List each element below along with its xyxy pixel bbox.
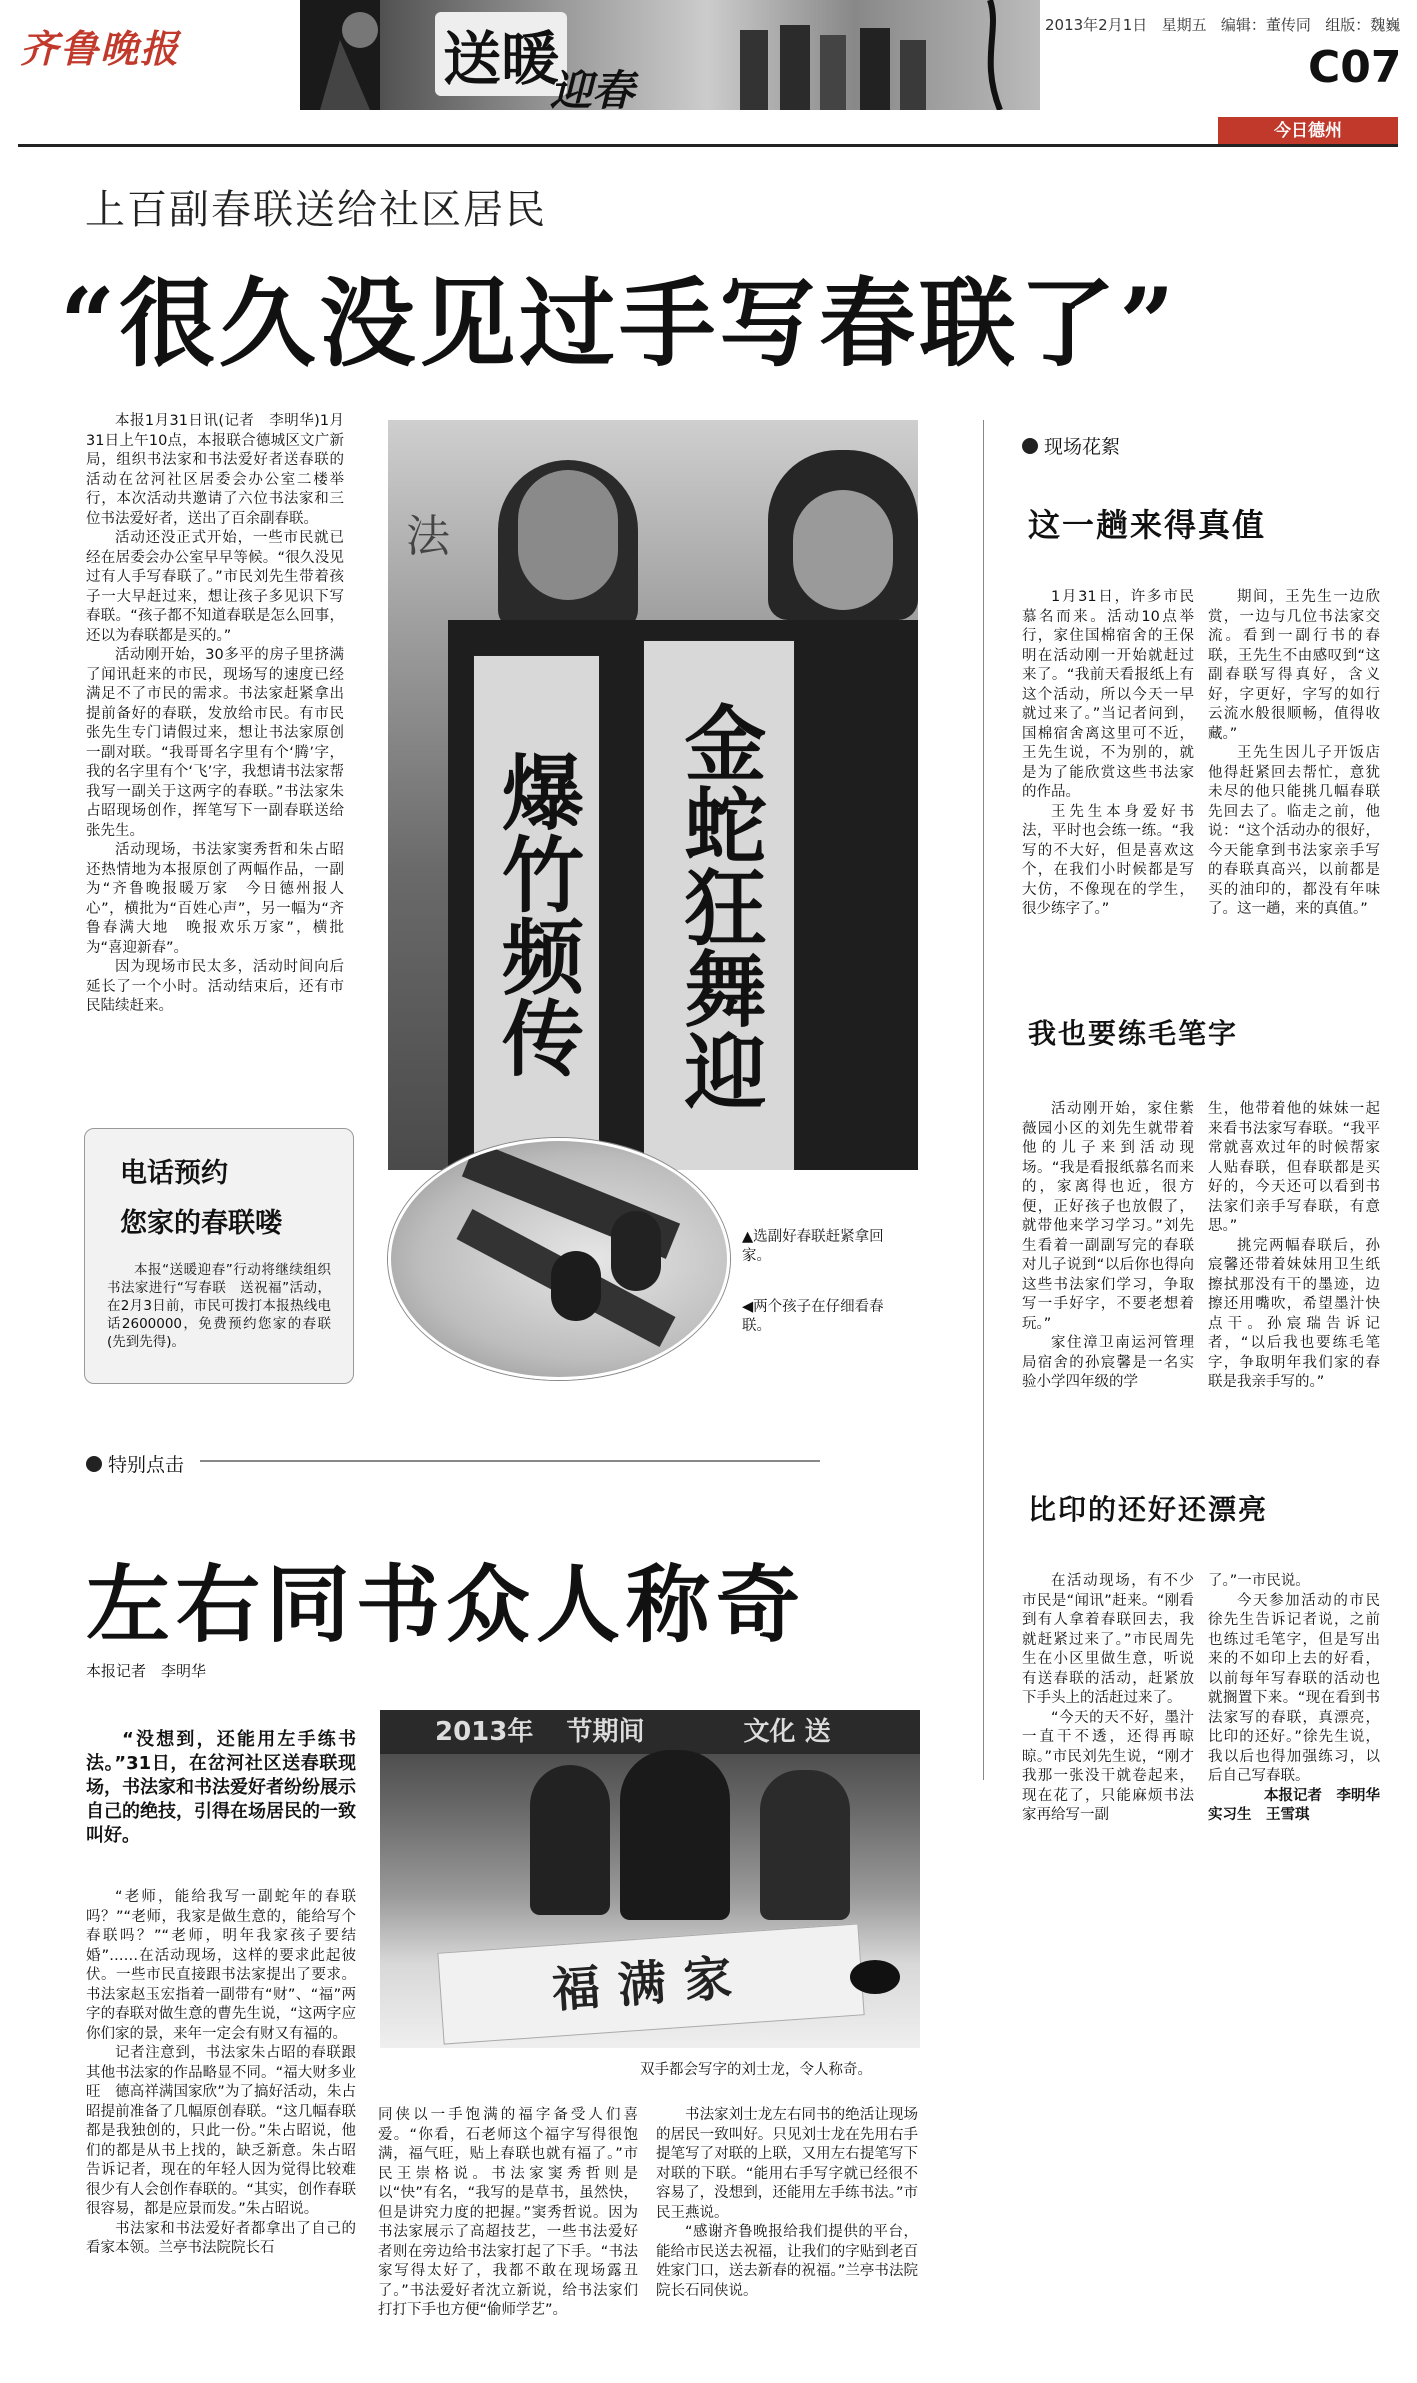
feature-photo (380, 1710, 920, 2048)
feature-paragraph: “感谢齐鲁晚报给我们提供的平台，能给市民送去祝福，让我们的字贴到老百姓家门口，送去新春的祝福。”兰亭书法院院长石同侠说。 (656, 2224, 918, 2299)
photo2-banner-left: 2013年 (435, 1717, 534, 1747)
couplet-right-text: 金蛇狂舞迎 (671, 701, 767, 1111)
couplet-left-text: 爆竹频传 (488, 749, 585, 1078)
s1-paragraph: 王先生本身爱好书法，平时也会练一练。“我写的不大好，但是喜欢这个，在我们小时候都是写大仿，不像现在的学生，很少练字了。” (1022, 803, 1194, 917)
person-left-face (518, 470, 618, 600)
photo2-banner (380, 1710, 920, 1754)
photo2-person-3 (760, 1770, 850, 1920)
sidebar-s2-col2 (1208, 1100, 1380, 1393)
photo2-person-1 (530, 1765, 610, 1915)
section-tab: 今日德州 (1218, 117, 1398, 145)
layout-credit: 组版：魏巍 (1325, 16, 1401, 34)
banner-main-title: 送暖 (435, 12, 567, 96)
feature-lede: “没想到，还能用左手练书法。”31日，在岔河社区送春联现场，书法家和书法爱好者纷纷展示自己的绝技，引得在场居民的一致叫好。 (86, 1729, 356, 1846)
sidebar-kicker-text: 现场花絮 (1044, 436, 1121, 458)
photo2-banner-right: 文化 送 (743, 1717, 831, 1747)
s3-paragraph: 在活动现场，有不少市民是“闻讯”赶来。“刚看到有人拿着春联回去，我就赶紧过来了。”市民周先生在小区里做生意，听说有送春联的活动，赶紧放下手头上的活赶过来了。 (1022, 1573, 1194, 1706)
sidebar-s3-title: 比印的还好还漂亮 (1028, 1493, 1269, 1526)
editor-credit: 编辑：董传同 (1220, 16, 1311, 34)
inset-child-2 (551, 1251, 601, 1321)
sidebar-s3-col2 (1208, 1572, 1380, 1826)
banner-illustration (300, 0, 1040, 110)
banner-art-icon (300, 0, 1040, 110)
sidebar-s2-col1 (1022, 1100, 1194, 1393)
issue-weekday: 星期五 (1161, 16, 1207, 34)
person-right-face (793, 490, 893, 610)
callout-body (107, 1261, 331, 1351)
sidebar-s1-col1 (1022, 588, 1194, 920)
s3-paragraph: 了。”一市民说。 (1208, 1573, 1310, 1589)
sidebar-s2-title: 我也要练毛笔字 (1028, 1017, 1239, 1050)
s1-paragraph: 王先生因儿子开饭店他得赶紧回去帮忙，意犹未尽的他只能挑几幅春联先回去了。临走之前，他说：“这个活动办的很好，今天能拿到书法家亲手写的春联真高兴，以前都是买的油印的，都没有年味了。这一趟，来的真值。” (1208, 745, 1380, 917)
caption-pick-couplet: ▲选副好春联赶紧拿回家。 (742, 1229, 884, 1264)
photo2-ink-plate (850, 1960, 900, 1994)
s3-byline2: 实习生 王雪琪 (1208, 1807, 1310, 1823)
s3-paragraph: “今天的天不好，墨汁一直干不透，还得再晾晾。”市民刘先生说，“刚才我那一张没干就卷起来，现在花了，只能麻烦书法家再给写一副 (1022, 1709, 1194, 1823)
issue-date: 2013年2月1日 (1045, 16, 1148, 34)
masthead (0, 0, 1417, 141)
feature-headline: 左右同书众人称奇 (86, 1555, 807, 1654)
s2-paragraph: 家住漳卫南运河管理局宿舍的孙宸馨是一名实验小学四年级的学 (1022, 1335, 1194, 1390)
lead-paragraph: 活动刚开始，30多平的房子里挤满了闻讯赶来的市民，现场写的速度已经满足不了市民的需求。书法家赶紧拿出提前备好的春联，发放给市民。有市民张先生专门请假过来，想让书法家原创一副对联。“我哥哥名字里有个‘腾’字，我的名字里有个‘飞’字，我想请书法家帮我写一副关于这两字的春联。”书法家朱占昭现场创作，挥笔写下一副春联送给张先生。 (86, 647, 344, 839)
s2-paragraph: 挑完两幅春联后，孙宸馨还带着妹妹用卫生纸擦拭那没有干的墨迹，边擦还用嘴吹，希望墨汁快点干。孙宸瑞告诉记者，“以后我也要练毛笔字，争取明年我们家的春联是我亲手写的。” (1208, 1237, 1380, 1390)
lead-overline: 上百副春联送给社区居民 (85, 187, 547, 233)
callout-line2: 您家的春联喽 (120, 1208, 282, 1239)
feature-kicker (86, 1450, 184, 1477)
couplet-left (473, 655, 600, 1170)
sidebar-divider (983, 420, 984, 1780)
feature-col3 (656, 2106, 918, 2301)
s1-paragraph: 期间，王先生一边欣赏，一边与几位书法家交流。看到一副行书的春联，王先生不由感叹到“这副春联写得真好，含义好，字更好，字写的如行云流水般很顺畅，值得收藏。” (1208, 589, 1380, 742)
photo2-couplet-text: 福满家 (550, 1949, 752, 2019)
s3-byline1: 本报记者 李明华 (1264, 1787, 1380, 1804)
callout-body-text: 本报“送暖迎春”行动将继续组织书法家进行“写春联 送祝福”活动，在2月3日前，市民可拨打本报热线电话2600000，免费预约您家的春联(先到先得)。 (107, 1262, 331, 1350)
lead-paragraph: 本报1月31日讯(记者 李明华)1月31日上午10点，本报联合德城区文广新局，组织书法家和书法爱好者送春联的活动在岔河社区居委会办公室二楼举行，本次活动共邀请了六位书法家和三位书法爱好者，送出了百余副春联。 (86, 413, 344, 527)
feature-col2 (378, 2106, 638, 2321)
callout-box (84, 1128, 354, 1384)
feature-paragraph: 书法家刘士龙左右同书的绝活让现场的居民一致叫好。只见刘士龙在先用右手提笔写了对联的上联，又用左右提笔写下对联的下联。“能用右手写字就已经很不容易了，没想到，还能用左手练书法。”市民王燕说。 (656, 2107, 918, 2221)
couplet-right (643, 640, 795, 1170)
wall-calligraphy: 法 (406, 511, 450, 562)
feature-paragraph: “老师，能给我写一副蛇年的春联吗？”“老师，我家是做生意的，能给写个春联吗？”“老师，明年我家孩子要结婚”……在活动现场，这样的要求此起彼伏。一些市民直接跟书法家提出了要求。书法家赵玉宏指着一副带有“财”、“福”两字的春联对做生意的曹先生说，“这两字应你们家的景，来年一定会有财又有福的。 (86, 1889, 356, 2042)
lead-paragraph: 活动现场，书法家窦秀哲和朱占昭还热情地为本报原创了两幅作品，一副为“齐鲁晚报暖万家 今日德州报人心”，横批为“百姓心声”，另一幅为“齐鲁春满大地 晚报欢乐万家”，横批为“喜迎新春”。 (86, 842, 344, 956)
callout-line1: 电话预约 (120, 1158, 228, 1189)
banner-script-title: 迎春 (550, 66, 635, 110)
sidebar-s3-col1 (1022, 1572, 1194, 1826)
lead-paragraph: 因为现场市民太多，活动时间向后延长了一个小时。活动结束后，还有市民陆续赶来。 (86, 959, 344, 1014)
lead-body (86, 412, 344, 1017)
feature-photo-caption: 双手都会写字的刘士龙，令人称奇。 (640, 2062, 872, 2078)
s2-paragraph: 生，他带着他的妹妹一起来看书法家写春联。“我平常就喜欢过年的时候帮家人贴春联，但春联都是买好的，今天还可以看到书法家们亲手写春联，有意思。” (1208, 1101, 1380, 1234)
s1-paragraph: 1月31日，许多市民慕名而来。活动10点举行，家住国棉宿舍的王保明在活动刚一开始就赶过来了。“我前天看报纸上有这个活动，所以今天一早就过来了。”当记者问到，国棉宿舍离这里可不近，王先生说，不为别的，就是为了能欣赏这些书法家的作品。 (1022, 589, 1194, 800)
caption-children: ◀两个孩子在仔细看春联。 (742, 1299, 884, 1334)
sidebar-s1-title: 这一趟来得真值 (1028, 506, 1267, 544)
photo2-person-2 (620, 1750, 730, 1920)
lead-headline: “很久没见过手写春联了” (60, 267, 1179, 380)
sidebar-kicker (1022, 432, 1120, 459)
feature-col1 (86, 1888, 356, 2259)
circle-bullet-icon (1022, 438, 1038, 454)
feature-byline: 本报记者 李明华 (86, 1662, 207, 1680)
feature-paragraph: 记者注意到，书法家朱占昭的春联跟其他书法家的作品略显不同。“福大财多业旺 德高祥满国家欣”为了搞好活动，朱占昭提前准备了几幅原创春联。“这几幅春联都是我独创的，只此一份。”朱占昭说，他们的都是从书上找的，缺乏新意。朱占昭告诉记者，现在的年轻人因为觉得比较难很少有人会创作春联的。“其实，创作春联很容易，都是应景而发。”朱占昭说。 (86, 2045, 356, 2217)
sidebar-s1-col2 (1208, 588, 1380, 920)
s2-paragraph: 活动刚开始，家住紫薇园小区的刘先生就带着他的儿子来到活动现场。“我是看报纸慕名而来的，家离得也近，很方便，正好孩子也放假了，就带他来学习学习。”刘先生看着一副副写完的春联对儿子说到“以后你也得向这些书法家们学习，争取写一手好字，不要老想着玩。” (1022, 1101, 1194, 1332)
masthead-rule (18, 144, 1398, 147)
circle-bullet-icon (86, 1456, 102, 1472)
photo2-couplet-paper (437, 1923, 864, 2044)
photo2-banner-mid: 节期间 (566, 1717, 645, 1747)
inset-photo (388, 1138, 730, 1380)
feature-kicker-text: 特别点击 (108, 1454, 185, 1476)
s3-paragraph: 今天参加活动的市民徐先生告诉记者说，之前也练过毛笔字，但是写出来的不如印上去的好看，以前每年写春联的活动也就搁置下来。“现在看到书法家写的春联，真漂亮，比印的还好。”徐先生说，我以后也得加强练习，以后自己写春联。 (1208, 1592, 1380, 1784)
main-photo (388, 420, 918, 1170)
page-number: C07 (1308, 42, 1402, 93)
inset-child-1 (611, 1211, 661, 1291)
feature-paragraph: 书法家和书法爱好者都拿出了自己的看家本领。兰亭书法院院长石 (86, 2220, 356, 2256)
masthead-meta (1045, 14, 1400, 35)
feature-rule (200, 1460, 820, 1462)
paper-name-logo: 齐鲁晚报 (20, 26, 181, 71)
feature-paragraph: 同侠以一手饱满的福字备受人们喜爱。“你看，石老师这个福字写得很饱满，福气旺，贴上春联也就有福了。”市民王崇格说。书法家窦秀哲则是以“快”有名，“我写的是草书，虽然快，但是讲究力度的把握。”窦秀哲说。因为书法家展示了高超技艺，一些书法爱好者则在旁边给书法家打起了下手。“书法家写得太好了，我都不敢在现场露丑了。”书法爱好者沈立新说，给书法家们打打下手也方便“偷师学艺”。 (378, 2107, 638, 2318)
lead-paragraph: 活动还没正式开始，一些市民就已经在居委会办公室早早等候。“很久没见过有人手写春联了。”市民刘先生带着孩子一大早赶过来，想让孩子多见识下写春联。“孩子都不知道春联是怎么回事，还以为春联都是买的。” (86, 530, 344, 644)
